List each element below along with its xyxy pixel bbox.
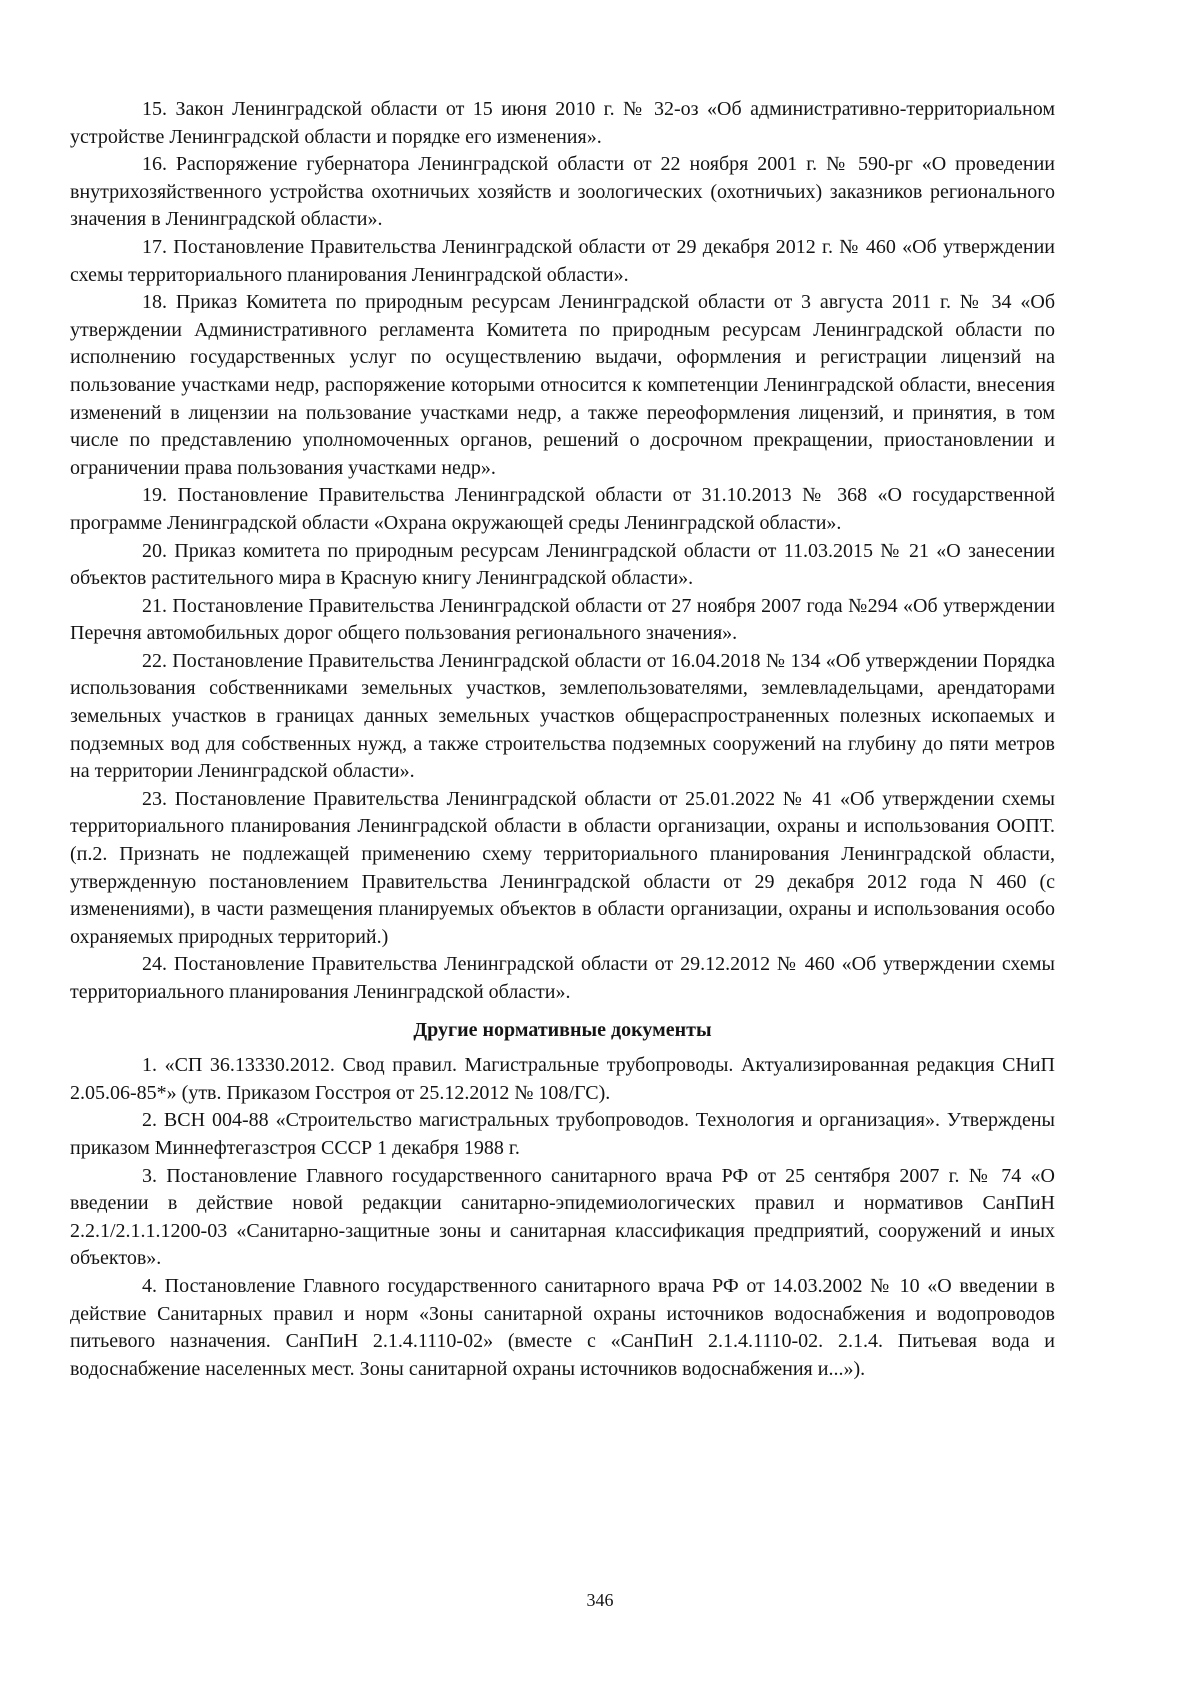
list-item-15: 15. Закон Ленинградской области от 15 июня 2010 г. № 32-оз «Об административно-территориальном устройстве Ленинградской области и порядке его изменения». [70,98,1055,148]
list-item-17: 17. Постановление Правительства Ленинградской области от 29 декабря 2012 г. № 460 «Об утверждении схемы территориального планирования Ленинградской области». [70,235,1055,286]
other-doc-item-4: 4. Постановление Главного государственного санитарного врача РФ от 14.03.2002 № 10 «О введении в действие Санитарных правил и норм «Зоны санитарной охраны источников водоснабжения и водопроводов питьевого назначения. СанПиН 2.1.4.1110-02» (вместе с «СанПиН 2.1.4.1110-02. 2.1.4. Питьевая вода и водоснабжение населенных мест. Зоны санитарной охраны источников водоснабжения и...»). [70,1274,1055,1380]
list-item-16: 16. Распоряжение губернатора Ленинградской области от 22 ноября 2001 г. № 590-рг «О проведении внутрихозяйственного устройства охотничьих хозяйств и зоологических (охотничьих) заказников регионального значения в Ленинградской области». [70,153,1055,231]
list-item-24: 24. Постановление Правительства Ленинградской области от 29.12.2012 № 460 «Об утверждении схемы территориального планирования Ленинградской области». [70,953,1055,1003]
other-doc-item-2: 2. ВСН 004-88 «Строительство магистральных трубопроводов. Технология и организация». Утверждены приказом Миннефтегазстроя СССР 1 декабря 1988 г. [70,1109,1055,1159]
document-page [70,96,1055,1383]
list-item-23: 23. Постановление Правительства Ленинградской области от 25.01.2022 № 41 «Об утверждении схемы территориального планирования Ленинградской области в области организации, охраны и использования ООПТ. (п.2. Признать не подлежащей применению схему территориального планирования Ленинградской области, утвержденную постановлением Правительства Ленинградской области от 29 декабря 2012 года N 460 (с изменениями), в части размещения планируемых объектов в области организации, охраны и использования особо охраняемых природных территорий.) [70,787,1055,948]
list-item-20: 20. Приказ комитета по природным ресурсам Ленинградской области от 11.03.2015 № 21 «О занесении объектов растительного мира в Красную книгу Ленинградской области». [70,539,1055,590]
section-heading: Другие нормативные документы [413,1018,712,1041]
list-item-21: 21. Постановление Правительства Ленинградской области от 27 ноября 2007 года №294 «Об утверждении Перечня автомобильных дорог общего пользования регионального значения». [70,594,1055,645]
list-item-22: 22. Постановление Правительства Ленинградской области от 16.04.2018 № 134 «Об утверждении Порядка использования собственниками земельных участков, землепользователями, землевладельцами, арендаторами земельных участков в границах данных земельных участков общераспространенных полезных ископаемых и подземных вод для собственных нужд, а также строительства подземных сооружений на глубину до пяти метров на территории Ленинградской области». [70,649,1055,783]
other-doc-item-1: 1. «СП 36.13330.2012. Свод правил. Магистральные трубопроводы. Актуализированная редакция СНиП 2.05.06-85*» (утв. Приказом Госстроя от 25.12.2012 № 108/ГС). [70,1054,1055,1104]
page-number: 346 [586,1590,614,1610]
other-doc-item-3: 3. Постановление Главного государственного санитарного врача РФ от 25 сентября 2007 г. № 74 «О введении в действие новой редакции санитарно-эпидемиологических правил и нормативов СанПиН 2.2.1/2.1.1.1200-03 «Санитарно-защитные зоны и санитарная классификация предприятий, сооружений и иных объектов». [70,1164,1055,1270]
list-item-19: 19. Постановление Правительства Ленинградской области от 31.10.2013 № 368 «О государственной программе Ленинградской области «Охрана окружающей среды Ленинградской области». [70,484,1055,534]
list-item-18: 18. Приказ Комитета по природным ресурсам Ленинградской области от 3 августа 2011 г. № 34 «Об утверждении Административного регламента Комитета по природным ресурсам Ленинградской области по исполнению государственных услуг по осуществлению выдачи, оформления и регистрации лицензий на пользование участками недр, распоряжение которыми относится к компетенции Ленинградской области, внесения изменений в лицензии на пользование участками недр, а также переоформления лицензий, и принятия, в том числе по представлению уполномоченных органов, решений о досрочном прекращении, приостановлении и ограничении права пользования участками недр». [70,291,1055,479]
